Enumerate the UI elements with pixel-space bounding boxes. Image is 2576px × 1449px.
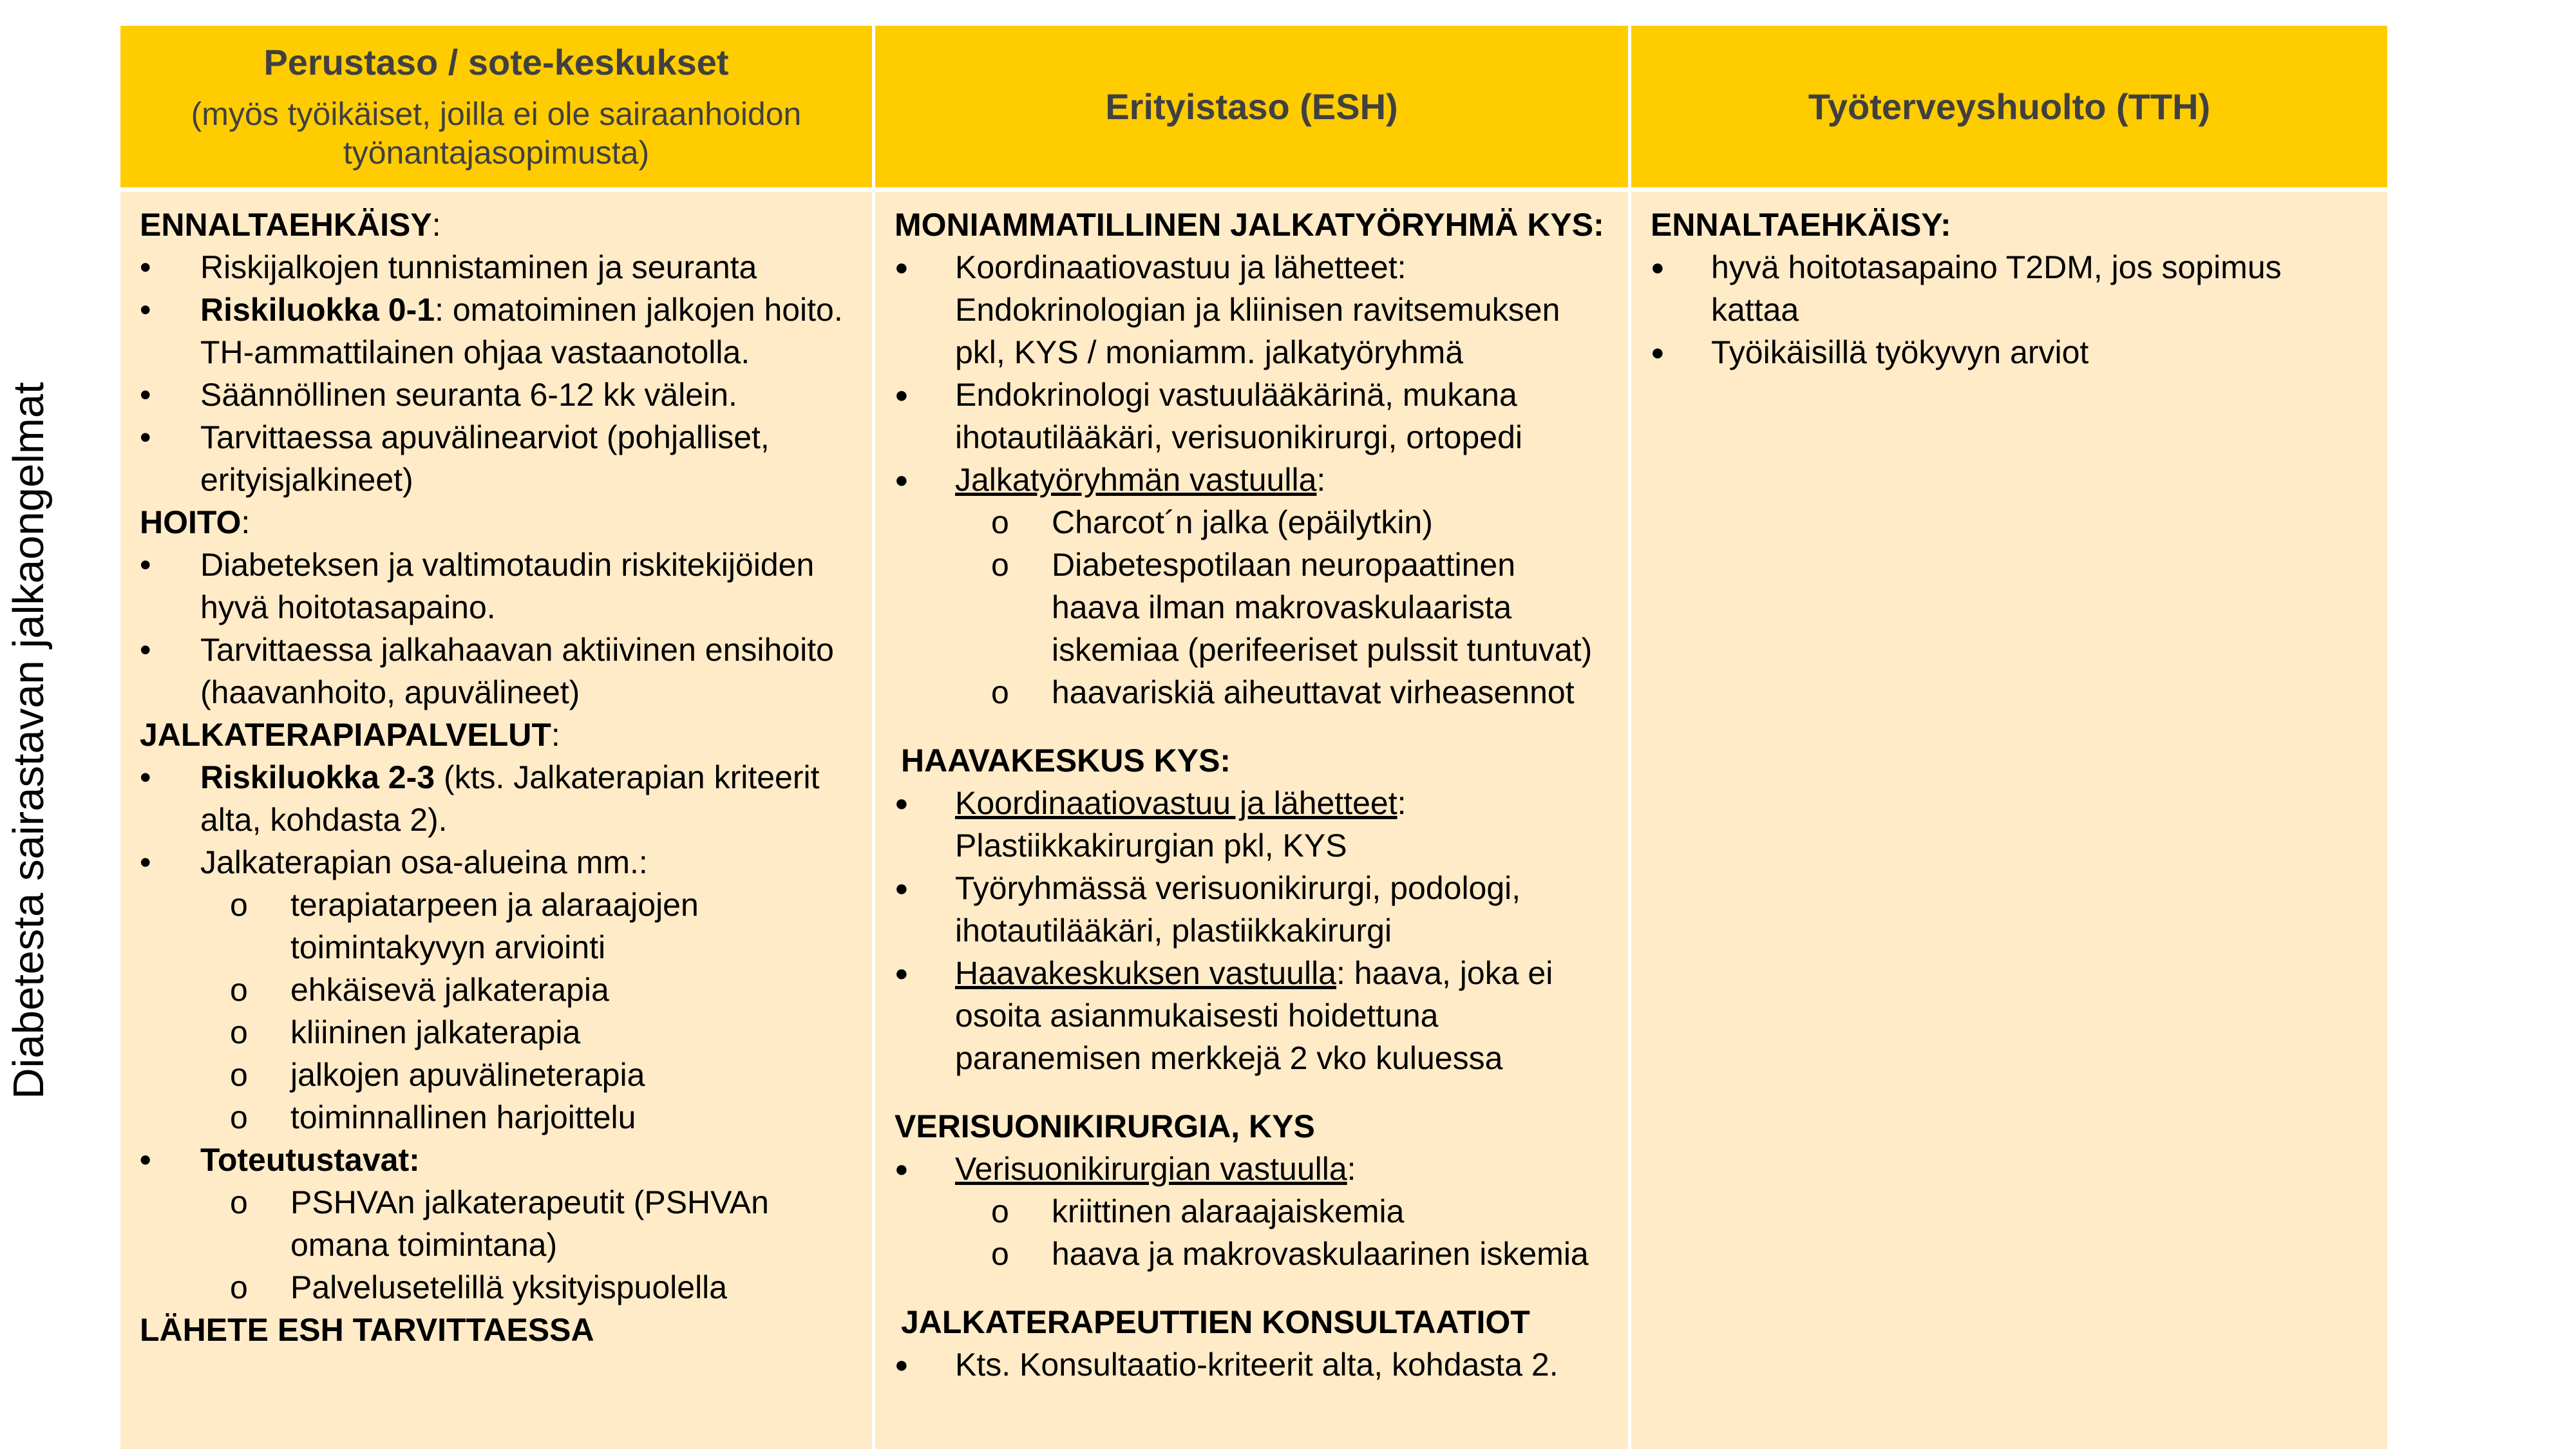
- list-item: ● Koordinaatiovastuu ja lähetteet: Endokrinologian ja kliinisen ravitsemuksen pkl, KYS / moniamm. jalkatyöryhmä: [895, 246, 1609, 374]
- sub-list-item: o haavariskiä aiheuttavat virheasennot: [895, 671, 1609, 714]
- sub-list-item: o toiminnallinen harjoittelu: [140, 1096, 853, 1139]
- primary-level-content: [120, 192, 872, 1449]
- list-item-text: (kts. Jalkaterapian kriteerit alta, kohdasta 2).: [200, 759, 820, 838]
- list-item: • Diabeteksen ja valtimotaudin riskitekijöiden hyvä hoitotasapaino.: [140, 544, 853, 629]
- prevention-heading-text: ENNALTAEHKÄISY: [140, 207, 432, 243]
- prevention-heading: [140, 204, 853, 246]
- colon: :: [551, 717, 560, 753]
- header-primary-subtitle: (myös työikäiset, joilla ei ole sairaanhoidon työnantajasopimusta): [191, 96, 802, 171]
- risk-class-label: Riskiluokka 2-3: [200, 759, 435, 795]
- care-heading-text: HOITO: [140, 504, 242, 540]
- list-item: • Jalkaterapian osa-alueina mm.:: [140, 841, 853, 884]
- spacer: [895, 714, 1609, 739]
- side-label: Diabetesta sairastavan jalkaongelmat: [5, 382, 53, 1099]
- sub-list-item: o Charcot´n jalka (epäilytkin): [895, 501, 1609, 544]
- implementation-heading: • Toteutustavat:: [140, 1139, 853, 1181]
- spacer: [895, 1275, 1609, 1301]
- colon: :: [1347, 1151, 1356, 1187]
- prevention-heading: ENNALTAEHKÄISY:: [1651, 207, 1951, 243]
- list-item: [895, 782, 1609, 867]
- sub-list-item: o Palvelusetelillä yksityispuolella: [140, 1266, 853, 1309]
- sub-list-item: o ehkäisevä jalkaterapia: [140, 969, 853, 1011]
- list-item: [140, 756, 853, 841]
- list-item: [895, 459, 1609, 501]
- list-item: [895, 952, 1609, 1079]
- consultation-heading: JALKATERAPEUTTIEN KONSULTAATIOT: [901, 1304, 1530, 1340]
- list-item: ● Työryhmässä verisuonikirurgi, podologi, ihotautilääkäri, plastiikkakirurgi: [895, 867, 1609, 952]
- sub-list-item: o kriittinen alaraajaiskemia: [895, 1190, 1609, 1233]
- sub-list-item: o haava ja makrovaskulaarinen iskemia: [895, 1233, 1609, 1275]
- list-item: ● Endokrinologi vastuulääkärinä, mukana ihotautilääkäri, verisuonikirurgi, ortopedi: [895, 374, 1609, 459]
- list-item: • Tarvittaessa jalkahaavan aktiivinen ensihoito (haavanhoito, apuvälineet): [140, 629, 853, 714]
- sub-list-item: o jalkojen apuvälineterapia: [140, 1054, 853, 1096]
- list-item: [895, 1148, 1609, 1190]
- list-item-text: : Plastiikkakirurgian pkl, KYS: [955, 785, 1406, 864]
- sub-list-item: o PSHVAn jalkaterapeutit (PSHVAn omana toimintana): [140, 1181, 853, 1266]
- colon: :: [1316, 462, 1326, 498]
- header-occupational-title: Työterveyshuolto (TTH): [1808, 86, 2211, 127]
- list-item: • Riskijalkojen tunnistaminen ja seuranta: [140, 246, 853, 289]
- occupational-health-content: [1631, 192, 2387, 1449]
- list-item-text: : omatoiminen jalkojen hoito. TH-ammattilainen ohjaa vastaanotolla.: [200, 292, 843, 370]
- list-item: ● hyvä hoitotasapaino T2DM, jos sopimus kattaa: [1651, 246, 2368, 331]
- colon: :: [431, 207, 441, 243]
- header-specialist-level: [875, 26, 1628, 187]
- specialist-level-content: [875, 192, 1628, 1449]
- foot-team-responsibility: Jalkatyöryhmän vastuulla: [955, 462, 1317, 498]
- header-occupational-health: [1631, 26, 2387, 187]
- sub-list-item: o terapiatarpeen ja alaraajojen toimintakyvyn arviointi: [140, 884, 853, 969]
- colon: :: [241, 504, 251, 540]
- wound-center-heading: HAAVAKESKUS KYS:: [901, 743, 1231, 779]
- podiatry-heading: [140, 714, 853, 756]
- sub-list-item: o kliininen jalkaterapia: [140, 1011, 853, 1054]
- wound-coordination: Koordinaatiovastuu ja lähetteet: [955, 785, 1397, 821]
- list-item-text: : haava, joka ei osoita asianmukaisesti hoidettuna paranemisen merkkejä 2 vko kuluessa: [955, 955, 1553, 1076]
- risk-class-label: Riskiluokka 0-1: [200, 292, 435, 328]
- care-table: [120, 26, 2387, 1449]
- wound-center-responsibility: Haavakeskuksen vastuulla: [955, 955, 1336, 991]
- foot-team-heading: MONIAMMATILLINEN JALKATYÖRYHMÄ KYS:: [895, 207, 1604, 243]
- spacer: [895, 1079, 1609, 1105]
- care-heading: [140, 501, 853, 544]
- podiatry-heading-text: JALKATERAPIAPALVELUT: [140, 717, 551, 753]
- list-item: ● Työikäisillä työkyvyn arviot: [1651, 331, 2368, 374]
- header-specialist-title: Erityistaso (ESH): [1105, 86, 1398, 127]
- sub-list-item: o Diabetespotilaan neuropaattinen haava ilman makrovaskulaarista iskemiaa (perifeeriset pulssit tuntuvat): [895, 544, 1609, 671]
- header-primary-level: [120, 26, 872, 187]
- list-item: [140, 289, 853, 374]
- vascular-heading: VERISUONIKIRURGIA, KYS: [895, 1108, 1315, 1144]
- list-item: • Säännöllinen seuranta 6-12 kk välein.: [140, 374, 853, 416]
- vascular-responsibility: Verisuonikirurgian vastuulla: [955, 1151, 1347, 1187]
- list-item: • Tarvittaessa apuvälinearviot (pohjalliset, erityisjalkineet): [140, 416, 853, 501]
- referral-note: LÄHETE ESH TARVITTAESSA: [140, 1312, 594, 1348]
- list-item: ● Kts. Konsultaatio-kriteerit alta, kohdasta 2.: [895, 1343, 1609, 1386]
- header-primary-title: Perustaso / sote-keskukset: [263, 42, 729, 82]
